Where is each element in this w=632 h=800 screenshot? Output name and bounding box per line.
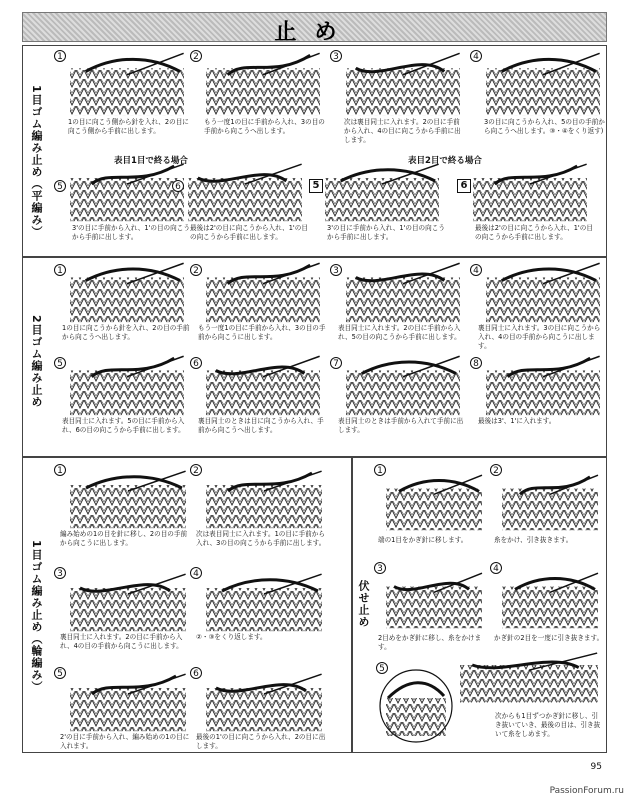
- title-bar: [22, 12, 607, 45]
- step-caption: 2'の目に手前から入れ、編み始めの1の目に入れます。: [60, 733, 190, 750]
- section-2-label: 2目ゴム編み止め: [30, 315, 43, 408]
- crochet-bindoff-diagram: [500, 572, 600, 630]
- magnified-loop-diagram: [378, 668, 454, 744]
- step-number: 1: [54, 50, 66, 62]
- step-caption: 3'の目に手前から入れ、1'の目の向こうから手前に出します。: [327, 224, 445, 241]
- knitting-diagram: [204, 573, 324, 633]
- step-caption: 1の目に向こう側から針を入れ、2の目に向こう側から手前に出します。: [68, 118, 189, 135]
- subhead-knit-two: 表目2目で終る場合: [408, 156, 482, 166]
- crochet-bindoff-diagram: [384, 572, 484, 630]
- step-caption: もう一度1の目に手前から入れ、3の目の手前から向こうへ出します。: [204, 118, 325, 135]
- step-number: 2: [190, 464, 202, 476]
- knitting-diagram: [484, 355, 602, 417]
- page-number: 95: [590, 762, 602, 772]
- knitting-diagram: [68, 163, 186, 223]
- step-caption: 3の目に向こうから入れ、5の目の手前から向こうへ出します。③・④をくり返す): [484, 118, 605, 135]
- knitting-diagram: [204, 262, 322, 324]
- watermark: PassionForum.ru: [549, 786, 624, 796]
- knitting-diagram: [68, 262, 186, 324]
- step-number: 4: [470, 264, 482, 276]
- section-3-label: 1目ゴム編み止め（輪編み）: [30, 540, 43, 693]
- step-number: 1: [54, 464, 66, 476]
- step-caption: ②・③をくり返します。: [196, 633, 267, 641]
- knitting-diagram: [186, 163, 304, 223]
- step-number: 6: [172, 180, 184, 192]
- step-number: 5: [54, 357, 66, 369]
- step-number: 5: [54, 667, 66, 679]
- step-number: 2: [190, 50, 202, 62]
- step-number: 3: [54, 567, 66, 579]
- step-caption: 最後は2'の目に向こうから入れ、1'の目の向こうから手前に出します。: [475, 224, 593, 241]
- step-number: 3: [330, 264, 342, 276]
- knitting-diagram: [68, 673, 188, 733]
- step-number: 4: [490, 562, 502, 574]
- step-caption: 2目めをかぎ針に移し、糸をかけます。: [378, 634, 482, 651]
- step-caption: 糸をかけ、引き抜きます。: [494, 536, 573, 544]
- step-caption: 編み始めの1の目を針に移し、2の目の手前から向こうに出します。: [60, 530, 188, 547]
- knitting-diagram: [484, 262, 602, 324]
- knitting-diagram: [344, 262, 462, 324]
- step-number: 5: [54, 180, 66, 192]
- step-caption: 次は裏目同士に入れます。2の目に手前から入れ、4の目に向こうから手前に出します。: [344, 118, 461, 144]
- step-caption: 裏目同士に入れます。2の目に手前から入れ、4の目の手前から向こうに出します。: [60, 633, 183, 650]
- step-caption: 3'の目に手前から入れ、1'の目の向こうから手前に出します。: [72, 224, 190, 241]
- step-number: 4: [190, 567, 202, 579]
- step-number: 3: [330, 50, 342, 62]
- knitting-diagram: [344, 52, 462, 117]
- step-number: 6: [190, 357, 202, 369]
- step-number: 7: [330, 357, 342, 369]
- section-1-label: 1目ゴム編み止め（平編み）: [30, 85, 43, 238]
- step-caption: 次は表目同士に入れます。1の目に手前から入れ、3の目の向こうから手前に出します。: [196, 530, 326, 547]
- crochet-bindoff-diagram: [500, 474, 600, 532]
- knitting-diagram: [484, 52, 602, 117]
- step-number: 6: [457, 179, 471, 193]
- step-caption: 表目同士に入れます。5の目に手前から入れ、6の目の向こうから手前に出します。: [62, 417, 185, 434]
- step-number: 8: [470, 357, 482, 369]
- step-caption: 最後の1'の目に向こうから入れ、2の目に出します。: [196, 733, 326, 750]
- knitting-diagram: [68, 52, 186, 117]
- knitting-diagram: [323, 163, 441, 223]
- section-4-label: 伏せ止め: [357, 580, 370, 628]
- step-number: 2: [490, 464, 502, 476]
- step-caption: 表目同士に入れます。2の目に手前から入れ、5の目の向こうから手前に出します。: [338, 324, 461, 341]
- step-caption: 裏目同士に入れます。3の目に向こうから入れ、4の目の手前から向こうに出します。: [478, 324, 601, 350]
- step-number: 6: [190, 667, 202, 679]
- step-caption: 裏目同士のときは目に向こうから入れ、手前から向こうへ出します。: [198, 417, 324, 434]
- knitting-diagram: [68, 355, 186, 417]
- step-caption: かぎ針の2目を一度に引き抜きます。: [494, 634, 604, 642]
- step-caption: 表目同士のときは手前から入れて手前に出します。: [338, 417, 464, 434]
- subhead-knit-one: 表目1目で終る場合: [114, 156, 188, 166]
- step-caption: 最後は3'、1'に入れます。: [478, 417, 556, 425]
- step-number: 3: [374, 562, 386, 574]
- step-number: 1: [54, 264, 66, 276]
- step-number: 5: [376, 662, 388, 674]
- knitting-diagram: [68, 470, 188, 530]
- knitting-diagram: [204, 52, 322, 117]
- step-number: 1: [374, 464, 386, 476]
- knitting-diagram: [68, 573, 188, 633]
- knitting-diagram: [471, 163, 589, 223]
- knitting-diagram: [204, 355, 322, 417]
- crochet-bindoff-diagram: [384, 474, 484, 532]
- step-caption: 次からも1目ずつかぎ針に移し、引き抜いていき、最後の目は、引き抜いて糸をしめます。: [495, 712, 601, 738]
- step-caption: 最後は2'の目に向こうから入れ、1'の目の向こうから手前に出します。: [190, 224, 308, 241]
- step-caption: もう一度1の目に手前から入れ、3の目の手前から向こうに出します。: [198, 324, 326, 341]
- step-caption: 端の1目をかぎ針に移します。: [378, 536, 468, 544]
- crochet-bindoff-diagram: [458, 652, 600, 704]
- page-title: 止め: [274, 20, 355, 45]
- knitting-diagram: [204, 470, 324, 530]
- step-number: 5: [309, 179, 323, 193]
- step-caption: 1の目に向こうから針を入れ、2の目の手前から向こうへ出します。: [62, 324, 190, 341]
- knitting-diagram: [344, 355, 462, 417]
- step-number: 2: [190, 264, 202, 276]
- knitting-diagram: [204, 673, 324, 733]
- step-number: 4: [470, 50, 482, 62]
